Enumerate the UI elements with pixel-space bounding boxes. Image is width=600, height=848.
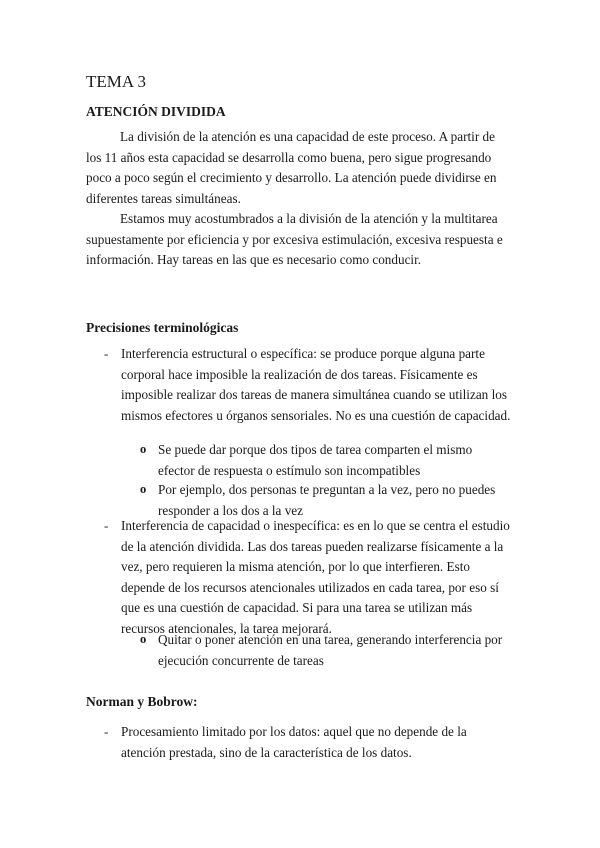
bullet-circle: o (140, 632, 147, 646)
sub-list-item-text: Quitar o poner atención en una tarea, generando interferencia por ejecución concurrente de tareas (158, 632, 503, 668)
intro-paragraph-2: Estamos muy acostumbrados a la división de la atención y la multitarea supuestamente por eficiencia y por excesiva estimulación, excesiva respuesta e información. Hay tareas en las que es necesario como conducir. (86, 211, 503, 268)
list-item-text: Interferencia de capacidad o inespecífica: es en lo que se centra el estudio de la atención dividida. Las dos tareas pueden realizarse físicamente a la vez, pero requieren la misma atención, por lo que interfieren. Esto depende de los recursos atencionales utilizados en cada tarea, por eso sí que es una cuestión de capacidad. Si para una tarea se utilizan más recursos atencionales, la tarea mejorará. (121, 518, 510, 636)
bullet-circle: o (140, 442, 147, 456)
bullet-dash: - (104, 724, 109, 739)
bullet-circle: o (140, 482, 147, 496)
bullet-dash: - (104, 518, 109, 533)
sub-list-item-text: Se puede dar porque dos tipos de tarea comparten el mismo efector de respuesta o estímulo son incompatibles (158, 442, 473, 478)
heading-norman-bobrow: Norman y Bobrow: (86, 694, 198, 709)
sub-list-item-text: Por ejemplo, dos personas te preguntan a la vez, pero no puedes responder a los dos a la vez (158, 482, 496, 518)
heading-precisiones: Precisiones terminológicas (86, 320, 239, 335)
bullet-dash: - (104, 346, 109, 361)
list-item-text: Procesamiento limitado por los datos: aquel que no depende de la atención prestada, sino de la característica de los datos. (121, 724, 467, 760)
section-title: ATENCIÓN DIVIDIDA (86, 104, 226, 119)
intro-paragraph-1: La división de la atención es una capacidad de este proceso. A partir de los 11 años esta capacidad se desarrolla como buena, pero sigue progresando poco a poco según el crecimiento y desarrollo. La atención puede dividirse en diferentes tareas simultáneas. (86, 129, 497, 206)
page-title: TEMA 3 (86, 72, 146, 91)
list-item-text: Interferencia estructural o específica: se produce porque alguna parte corporal hace imposible la realización de dos tareas. Físicamente es imposible realizar dos tareas de manera simultánea cuando se utilizan los mismos efectores u órganos sensoriales. No es una cuestión de capacidad. (121, 346, 511, 423)
